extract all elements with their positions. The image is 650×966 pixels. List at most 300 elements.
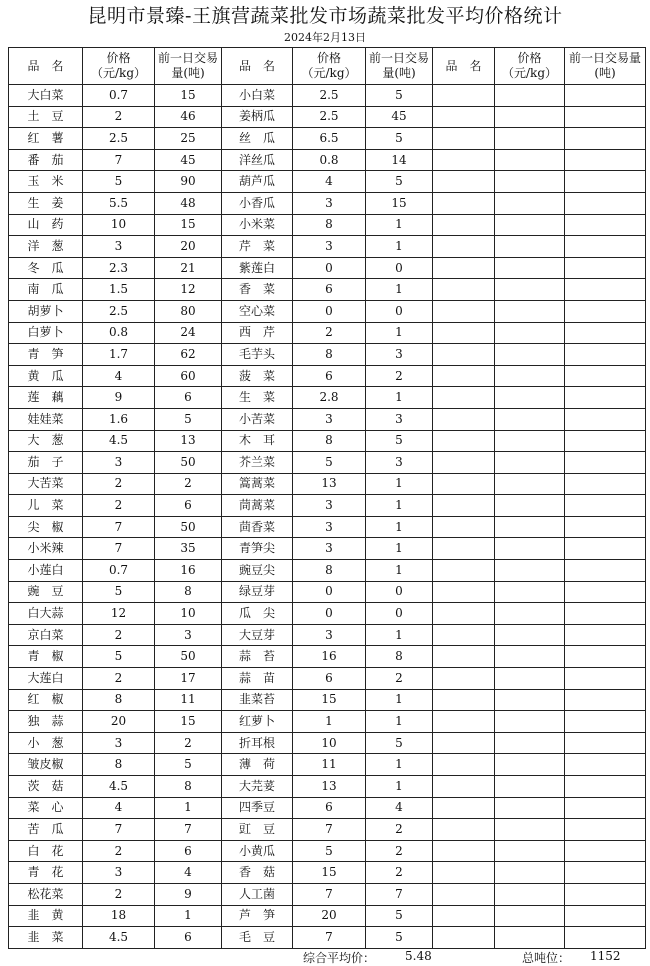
cell-volume [565,322,646,344]
cell-price: 2 [83,840,155,862]
cell-price: 1.7 [83,344,155,366]
cell-volume [565,538,646,560]
cell-volume: 5 [366,171,433,193]
cell-price: 6 [293,365,366,387]
table-row [9,883,646,905]
cell-volume [565,927,646,949]
cell-price [495,624,565,646]
cell-volume [565,516,646,538]
cell-price: 6.5 [293,128,366,150]
cell-name: 小米辣 [9,538,83,560]
cell-volume: 62 [155,344,222,366]
cell-price [495,214,565,236]
average-price-label: 综合平均价： [303,951,376,965]
cell-volume: 1 [366,473,433,495]
table-row [9,538,646,560]
cell-name: 京白菜 [9,624,83,646]
cell-volume: 5 [155,754,222,776]
cell-volume [565,754,646,776]
cell-price: 2 [83,624,155,646]
cell-name [433,473,495,495]
cell-name: 独 蒜 [9,711,83,733]
cell-volume: 2 [155,732,222,754]
cell-price: 0.8 [83,322,155,344]
page-title: 昆明市景臻-王旗营蔬菜批发市场蔬菜批发平均价格统计 [87,5,563,27]
cell-price: 3 [83,732,155,754]
cell-price: 7 [83,149,155,171]
cell-price: 2 [83,668,155,690]
cell-name: 红 椒 [9,689,83,711]
cell-price: 2 [83,495,155,517]
cell-price: 0 [293,603,366,625]
cell-price [495,862,565,884]
cell-volume: 5 [366,128,433,150]
table-row [9,819,646,841]
cell-volume [565,711,646,733]
cell-name: 生 姜 [9,192,83,214]
cell-price: 8 [293,214,366,236]
table-row [9,149,646,171]
cell-price [495,473,565,495]
cell-volume: 15 [155,214,222,236]
cell-price: 3 [293,408,366,430]
cell-price [495,905,565,927]
cell-name: 皱皮椒 [9,754,83,776]
table-row [9,387,646,409]
cell-price [495,732,565,754]
table-row [9,171,646,193]
table-row [9,279,646,301]
cell-price: 0.7 [83,85,155,107]
cell-price: 2 [83,106,155,128]
cell-price: 2.5 [293,85,366,107]
cell-name: 小香瓜 [222,192,293,214]
cell-volume [565,408,646,430]
cell-name: 红萝卜 [222,711,293,733]
cell-price: 6 [293,668,366,690]
cell-price: 2 [293,322,366,344]
cell-name: 茴香菜 [222,516,293,538]
table-row [9,581,646,603]
table-row [9,257,646,279]
cell-name [433,430,495,452]
cell-name: 小莲白 [9,560,83,582]
cell-price: 4 [83,365,155,387]
cell-volume: 46 [155,106,222,128]
cell-name: 蒜 苗 [222,668,293,690]
cell-price [495,711,565,733]
cell-price: 8 [83,689,155,711]
cell-price: 8 [293,344,366,366]
cell-volume: 3 [366,344,433,366]
cell-name [433,819,495,841]
header-price: 价格（元/kg） [495,48,565,85]
cell-name: 茨 菇 [9,776,83,798]
cell-volume: 6 [155,387,222,409]
cell-name [433,236,495,258]
cell-name: 大莲白 [9,668,83,690]
cell-volume [565,279,646,301]
cell-name: 毛 豆 [222,927,293,949]
header-volume: 前一日交易量(吨) [366,48,433,85]
cell-price: 6 [293,279,366,301]
cell-volume: 0 [366,581,433,603]
cell-name: 韭 菜 [9,927,83,949]
cell-name [433,905,495,927]
cell-name [433,452,495,474]
table-row [9,322,646,344]
cell-price: 7 [293,883,366,905]
cell-price [495,797,565,819]
cell-volume: 1 [366,387,433,409]
cell-name [433,754,495,776]
table-row [9,797,646,819]
cell-price: 5 [293,840,366,862]
cell-volume [565,300,646,322]
cell-volume: 1 [366,560,433,582]
table-row [9,128,646,150]
cell-price: 9 [83,387,155,409]
cell-volume: 17 [155,668,222,690]
table-row [9,711,646,733]
cell-volume: 1 [366,754,433,776]
cell-volume [565,603,646,625]
cell-volume: 21 [155,257,222,279]
cell-volume: 50 [155,516,222,538]
header-name: 品 名 [9,48,83,85]
cell-volume: 14 [366,149,433,171]
table-row [9,192,646,214]
table-row [9,495,646,517]
cell-name: 白萝卜 [9,322,83,344]
cell-volume [565,430,646,452]
cell-volume: 10 [155,603,222,625]
cell-name: 茼蒿菜 [222,495,293,517]
cell-price [495,495,565,517]
cell-name [433,560,495,582]
table-row [9,927,646,949]
table-row [9,365,646,387]
cell-name: 娃娃菜 [9,408,83,430]
cell-price [495,322,565,344]
cell-name: 折耳根 [222,732,293,754]
cell-price: 2.5 [293,106,366,128]
cell-price [495,603,565,625]
cell-volume: 13 [155,430,222,452]
cell-name [433,344,495,366]
cell-price: 13 [293,473,366,495]
cell-volume: 5 [366,927,433,949]
cell-price: 5.5 [83,192,155,214]
cell-price: 8 [293,430,366,452]
cell-price: 5 [83,581,155,603]
cell-name: 青笋尖 [222,538,293,560]
cell-name [433,840,495,862]
cell-name [433,711,495,733]
cell-volume [565,819,646,841]
cell-volume [565,236,646,258]
cell-name [433,862,495,884]
cell-name: 冬 瓜 [9,257,83,279]
cell-name: 豇 豆 [222,819,293,841]
cell-volume [565,624,646,646]
cell-volume: 20 [155,236,222,258]
cell-volume [565,473,646,495]
cell-name: 儿 菜 [9,495,83,517]
cell-volume [565,732,646,754]
cell-name [433,883,495,905]
cell-name: 番 茄 [9,149,83,171]
cell-volume: 7 [155,819,222,841]
cell-volume [565,862,646,884]
cell-price [495,581,565,603]
cell-price [495,300,565,322]
cell-volume: 16 [155,560,222,582]
cell-volume: 5 [366,85,433,107]
cell-price: 3 [293,192,366,214]
cell-name: 茄 子 [9,452,83,474]
cell-volume: 0 [366,603,433,625]
cell-name: 洋丝瓜 [222,149,293,171]
cell-name: 黄 瓜 [9,365,83,387]
cell-volume: 1 [366,689,433,711]
cell-volume: 1 [366,624,433,646]
cell-price [495,106,565,128]
cell-name [433,300,495,322]
cell-price [495,646,565,668]
header-name: 品 名 [433,48,495,85]
cell-volume: 2 [366,862,433,884]
cell-volume [565,883,646,905]
cell-name [433,538,495,560]
cell-name: 丝 瓜 [222,128,293,150]
cell-price: 11 [293,754,366,776]
cell-name [433,408,495,430]
table-row [9,732,646,754]
cell-price: 8 [83,754,155,776]
cell-price: 0 [293,581,366,603]
cell-name: 木 耳 [222,430,293,452]
cell-name: 薄 荷 [222,754,293,776]
cell-volume [565,797,646,819]
cell-volume [565,128,646,150]
cell-name [433,192,495,214]
cell-volume: 2 [366,365,433,387]
cell-volume: 1 [366,322,433,344]
table-row [9,776,646,798]
cell-volume: 4 [366,797,433,819]
report-date: 2024年2月13日 [284,31,366,44]
cell-price: 2 [83,473,155,495]
cell-name: 豌 豆 [9,581,83,603]
cell-volume [565,192,646,214]
cell-volume: 90 [155,171,222,193]
cell-name: 大白菜 [9,85,83,107]
header-price: 价格（元/kg） [293,48,366,85]
cell-price: 0 [293,300,366,322]
cell-price: 4.5 [83,927,155,949]
cell-price: 0.8 [293,149,366,171]
cell-name: 西 芹 [222,322,293,344]
cell-name: 大芫荽 [222,776,293,798]
total-tonnage-label: 总吨位： [522,951,571,965]
cell-name: 篙蒿菜 [222,473,293,495]
cell-price [495,840,565,862]
cell-name: 小白菜 [222,85,293,107]
cell-name [433,776,495,798]
cell-price: 8 [293,560,366,582]
cell-price: 7 [83,516,155,538]
cell-name: 青 花 [9,862,83,884]
cell-price: 13 [293,776,366,798]
summary-footer [0,949,650,965]
cell-volume: 4 [155,862,222,884]
cell-price: 0.7 [83,560,155,582]
cell-volume: 9 [155,883,222,905]
cell-volume [565,257,646,279]
table-row [9,689,646,711]
table-row [9,452,646,474]
cell-price: 2.8 [293,387,366,409]
cell-name [433,732,495,754]
cell-price [495,387,565,409]
cell-price [495,408,565,430]
cell-volume: 3 [366,408,433,430]
cell-price: 10 [293,732,366,754]
cell-name: 小 葱 [9,732,83,754]
cell-volume [565,85,646,107]
cell-price: 4.5 [83,430,155,452]
cell-volume: 1 [366,711,433,733]
cell-name: 尖 椒 [9,516,83,538]
cell-volume: 35 [155,538,222,560]
cell-name [433,279,495,301]
cell-volume: 6 [155,840,222,862]
cell-volume: 45 [366,106,433,128]
cell-price [495,128,565,150]
cell-name [433,106,495,128]
cell-volume: 8 [155,776,222,798]
cell-name [433,516,495,538]
cell-price: 2 [83,883,155,905]
cell-name: 小黄瓜 [222,840,293,862]
cell-price: 20 [83,711,155,733]
cell-volume: 8 [155,581,222,603]
cell-volume: 7 [366,883,433,905]
cell-volume: 2 [155,473,222,495]
cell-price: 3 [83,452,155,474]
cell-volume: 1 [366,214,433,236]
cell-volume: 12 [155,279,222,301]
cell-volume: 8 [366,646,433,668]
table-row [9,754,646,776]
cell-volume: 15 [366,192,433,214]
cell-name: 土 豆 [9,106,83,128]
cell-name: 苦 瓜 [9,819,83,841]
cell-name: 姜柄瓜 [222,106,293,128]
cell-name: 芹 菜 [222,236,293,258]
cell-price: 5 [83,171,155,193]
cell-name: 人工菌 [222,883,293,905]
cell-volume: 15 [155,85,222,107]
header-volume: 前一日交易量(吨) [565,48,646,85]
cell-volume: 50 [155,452,222,474]
cell-price [495,538,565,560]
cell-volume [565,581,646,603]
cell-volume: 5 [155,408,222,430]
table-row [9,214,646,236]
cell-price [495,365,565,387]
cell-name: 莲 藕 [9,387,83,409]
price-table [8,47,646,949]
cell-price: 3 [293,495,366,517]
cell-price [495,689,565,711]
cell-volume: 6 [155,927,222,949]
cell-price [495,927,565,949]
cell-name: 小苦菜 [222,408,293,430]
cell-volume: 0 [366,300,433,322]
cell-name: 芥兰菜 [222,452,293,474]
table-row [9,85,646,107]
cell-volume [565,171,646,193]
table-row [9,473,646,495]
table-row [9,344,646,366]
cell-price: 5 [83,646,155,668]
cell-volume: 5 [366,430,433,452]
cell-price: 7 [293,819,366,841]
cell-price: 12 [83,603,155,625]
cell-price: 3 [293,236,366,258]
cell-price: 16 [293,646,366,668]
cell-name [433,387,495,409]
cell-name [433,257,495,279]
cell-price [495,516,565,538]
table-row [9,840,646,862]
cell-name: 洋 葱 [9,236,83,258]
cell-volume: 2 [366,819,433,841]
cell-price: 3 [83,236,155,258]
average-price-value: 5.48 [405,949,432,963]
cell-volume [565,214,646,236]
header-volume: 前一日交易量(吨) [155,48,222,85]
cell-price [495,668,565,690]
table-row [9,646,646,668]
cell-volume: 45 [155,149,222,171]
cell-price [495,236,565,258]
table-row [9,668,646,690]
cell-name: 白大蒜 [9,603,83,625]
cell-price: 1.6 [83,408,155,430]
cell-name [433,797,495,819]
cell-volume [565,106,646,128]
cell-name [433,128,495,150]
cell-volume [565,387,646,409]
cell-name: 胡萝卜 [9,300,83,322]
cell-price: 1 [293,711,366,733]
cell-name [433,624,495,646]
cell-name: 韭 黄 [9,905,83,927]
cell-volume: 0 [366,257,433,279]
cell-volume [565,560,646,582]
cell-name [433,322,495,344]
cell-name: 韭菜苔 [222,689,293,711]
cell-price: 7 [83,819,155,841]
cell-price: 7 [83,538,155,560]
cell-name [433,689,495,711]
cell-price: 0 [293,257,366,279]
cell-volume: 24 [155,322,222,344]
cell-price [495,192,565,214]
